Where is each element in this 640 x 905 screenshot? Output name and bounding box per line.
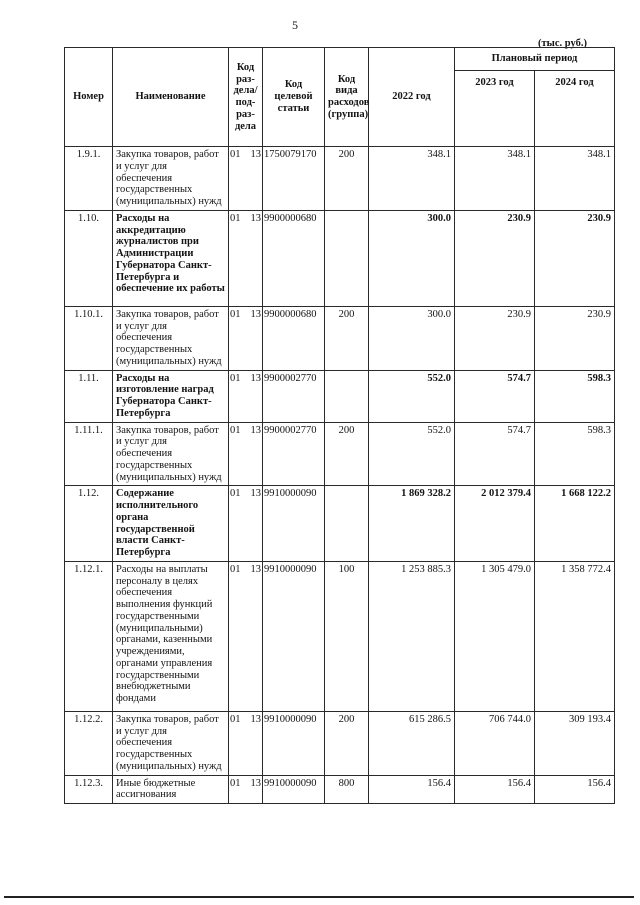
table-row: [65, 210, 615, 306]
row-amount-2024: 156.4: [535, 775, 615, 804]
row-name: Закупка товаров, работ и услуг для обеспечения государственных (муниципальных) нужд: [113, 711, 229, 775]
table-row: [65, 561, 615, 711]
subsection-code: 13: [250, 563, 261, 575]
row-name: Расходы на аккредитацию журналистов при Администрации Губернатора Санкт-Петербурга и обеспечение их работы: [113, 210, 229, 306]
subsection-code: 13: [250, 149, 261, 160]
section-code: 01: [230, 308, 241, 320]
row-amount-2022: 552.0: [369, 370, 455, 422]
subsection-code: 13: [250, 488, 261, 500]
row-section-code: [229, 147, 263, 211]
row-section-code: [229, 306, 263, 370]
row-target-code: 9900002770: [263, 370, 325, 422]
section-code: 01: [230, 212, 241, 224]
table-row: [65, 306, 615, 370]
subsection-code: 13: [250, 372, 261, 384]
table-row: [65, 370, 615, 422]
row-number: 1.12.2.: [65, 711, 113, 775]
row-amount-2023: 574.7: [455, 370, 535, 422]
row-target-code: 1750079170: [263, 147, 325, 211]
row-expense-type: [325, 370, 369, 422]
row-amount-2023: 2 012 379.4: [455, 486, 535, 562]
row-amount-2023: 156.4: [455, 775, 535, 804]
row-expense-type: 100: [325, 561, 369, 711]
row-target-code: 9900000680: [263, 306, 325, 370]
row-amount-2024: 1 668 122.2: [535, 486, 615, 562]
subsection-code: 13: [250, 424, 261, 436]
row-amount-2022: 300.0: [369, 306, 455, 370]
row-expense-type: 800: [325, 775, 369, 804]
row-number: 1.9.1.: [65, 147, 113, 211]
header-year-2024: 2024 год: [535, 71, 615, 147]
row-amount-2024: 348.1: [535, 147, 615, 211]
row-name: Закупка товаров, работ и услуг для обеспечения государственных (муниципальных) нужд: [113, 306, 229, 370]
table-row: [65, 711, 615, 775]
row-name: Закупка товаров, работ и услуг для обеспечения государственных (муниципальных) нужд: [113, 147, 229, 211]
subsection-code: 13: [250, 713, 261, 725]
row-amount-2023: 230.9: [455, 306, 535, 370]
row-amount-2022: 615 286.5: [369, 711, 455, 775]
section-code: 01: [230, 713, 241, 725]
header-number: Номер: [65, 48, 113, 147]
row-amount-2023: 1 305 479.0: [455, 561, 535, 711]
row-amount-2024: 598.3: [535, 370, 615, 422]
budget-table: [64, 47, 615, 804]
row-amount-2022: 1 869 328.2: [369, 486, 455, 562]
row-expense-type: 200: [325, 711, 369, 775]
header-year-2022: 2022 год: [369, 48, 455, 147]
row-section-code: [229, 370, 263, 422]
row-target-code: 9910000090: [263, 486, 325, 562]
header-section-code: Код раз-дела/ под-раз-дела: [229, 48, 263, 147]
row-expense-type: 200: [325, 422, 369, 486]
row-amount-2024: 1 358 772.4: [535, 561, 615, 711]
row-expense-type: 200: [325, 306, 369, 370]
header-planned-period: Плановый период: [455, 48, 615, 71]
row-name: Расходы на изготовление наград Губернатора Санкт-Петербурга: [113, 370, 229, 422]
row-amount-2022: 300.0: [369, 210, 455, 306]
row-amount-2024: 309 193.4: [535, 711, 615, 775]
row-section-code: [229, 210, 263, 306]
row-amount-2024: 230.9: [535, 306, 615, 370]
table-row: [65, 147, 615, 211]
row-amount-2024: 598.3: [535, 422, 615, 486]
row-amount-2023: 230.9: [455, 210, 535, 306]
row-amount-2023: 706 744.0: [455, 711, 535, 775]
row-number: 1.11.: [65, 370, 113, 422]
header-expense-type-code: Код вида расходов (группа): [325, 48, 369, 147]
table-row: [65, 422, 615, 486]
row-target-code: 9900002770: [263, 422, 325, 486]
row-target-code: 9910000090: [263, 561, 325, 711]
row-name: Закупка товаров, работ и услуг для обеспечения государственных (муниципальных) нужд: [113, 422, 229, 486]
page-number: 5: [292, 18, 298, 32]
row-expense-type: 200: [325, 147, 369, 211]
row-target-code: 9900000680: [263, 210, 325, 306]
row-amount-2022: 552.0: [369, 422, 455, 486]
row-number: 1.10.1.: [65, 306, 113, 370]
row-amount-2023: 348.1: [455, 147, 535, 211]
row-amount-2024: 230.9: [535, 210, 615, 306]
subsection-code: 13: [250, 212, 261, 224]
row-name: Расходы на выплаты персоналу в целях обеспечения выполнения функций государственными (муниципальными) органами, казенными учреждениями, органами управления государственными внебюджетными фондами: [113, 561, 229, 711]
row-amount-2023: 574.7: [455, 422, 535, 486]
header-year-2023: 2023 год: [455, 71, 535, 147]
row-amount-2022: 348.1: [369, 147, 455, 211]
header-target-code: Код целевой статьи: [263, 48, 325, 147]
row-section-code: [229, 775, 263, 804]
row-number: 1.12.1.: [65, 561, 113, 711]
row-section-code: [229, 561, 263, 711]
row-number: 1.12.: [65, 486, 113, 562]
row-section-code: [229, 486, 263, 562]
bottom-rule: [4, 896, 634, 898]
row-number: 1.12.3.: [65, 775, 113, 804]
subsection-code: 13: [250, 308, 261, 320]
section-code: 01: [230, 424, 241, 436]
table-row: [65, 486, 615, 562]
section-code: 01: [230, 488, 241, 500]
row-target-code: 9910000090: [263, 711, 325, 775]
row-number: 1.10.: [65, 210, 113, 306]
section-code: 01: [230, 563, 241, 575]
table-body: [65, 147, 615, 804]
section-code: 01: [230, 372, 241, 384]
section-code: 01: [230, 149, 241, 160]
header-name: Наименование: [113, 48, 229, 147]
row-target-code: 9910000090: [263, 775, 325, 804]
row-section-code: [229, 422, 263, 486]
row-number: 1.11.1.: [65, 422, 113, 486]
row-expense-type: [325, 486, 369, 562]
section-code: 01: [230, 777, 241, 789]
table-row: [65, 775, 615, 804]
row-amount-2022: 1 253 885.3: [369, 561, 455, 711]
units-label: (тыс. руб.): [538, 38, 587, 49]
row-name: Содержание исполнительного органа государственной власти Санкт-Петербурга: [113, 486, 229, 562]
row-expense-type: [325, 210, 369, 306]
subsection-code: 13: [250, 777, 261, 789]
row-name: Иные бюджетные ассигнования: [113, 775, 229, 804]
row-amount-2022: 156.4: [369, 775, 455, 804]
row-section-code: [229, 711, 263, 775]
